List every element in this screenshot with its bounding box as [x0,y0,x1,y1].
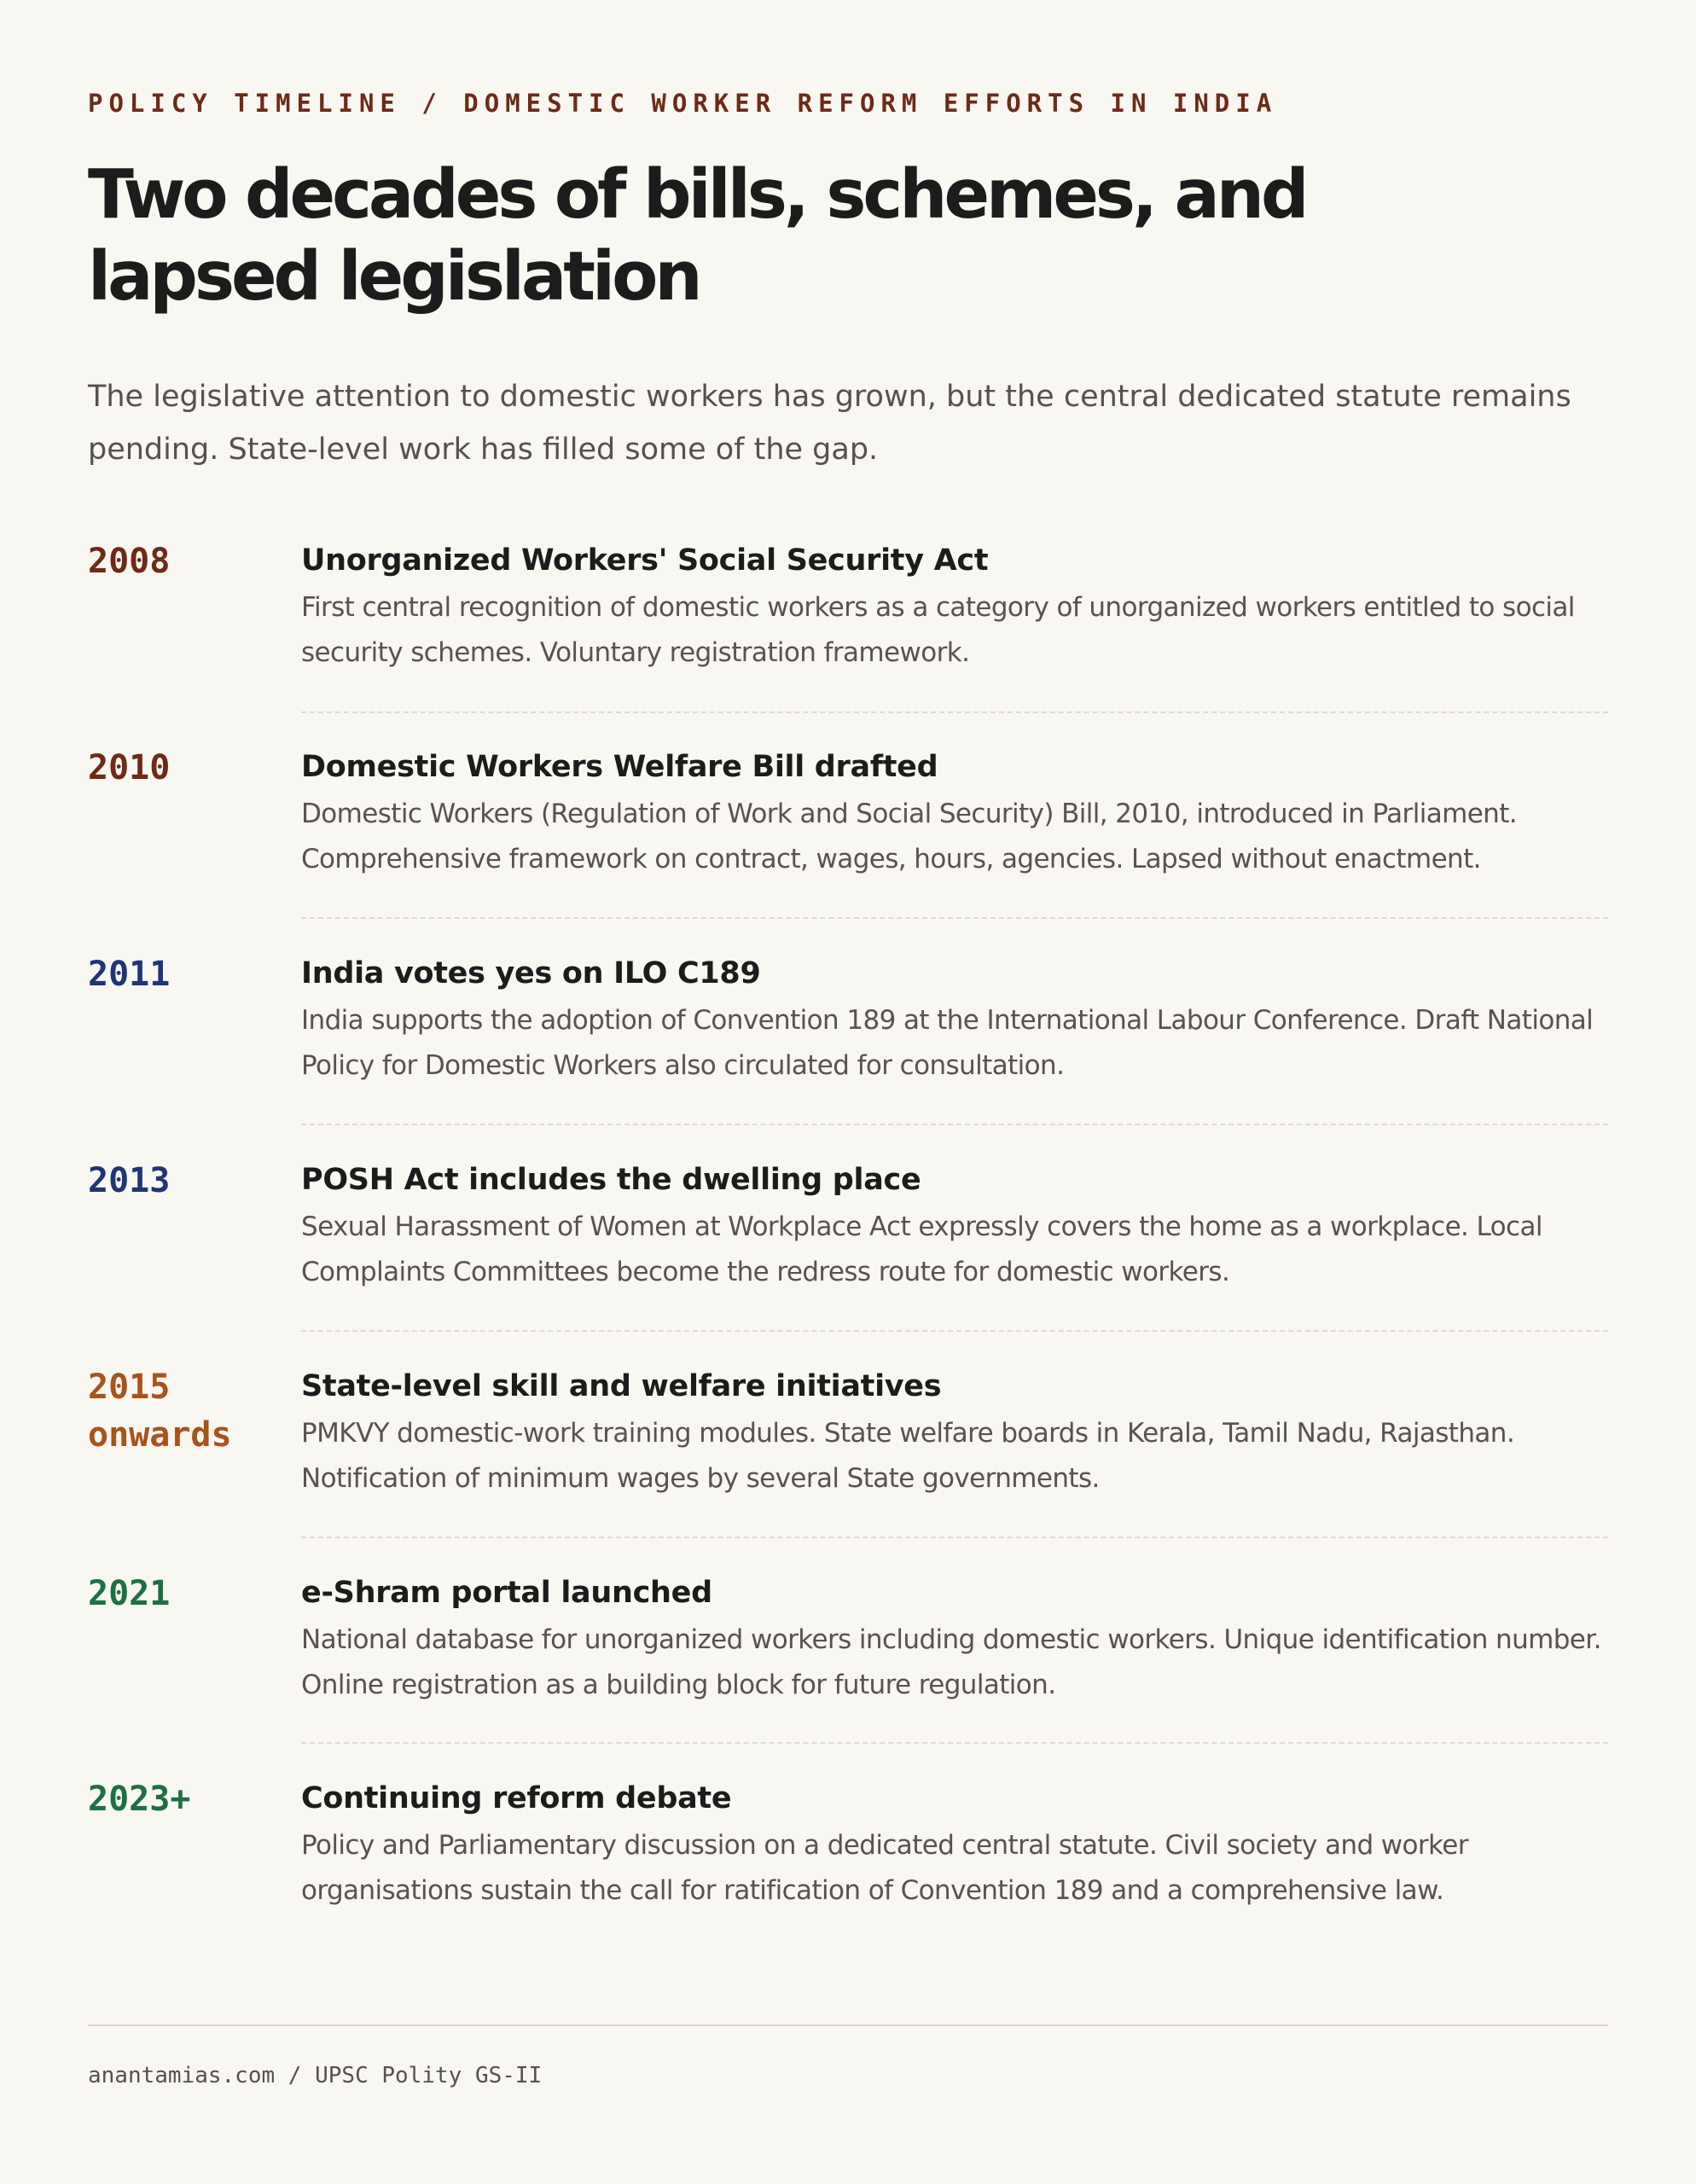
timeline-entry-title: e-Shram portal launched [301,1576,712,1610]
timeline-year: 2023+ [88,1780,191,1819]
timeline-entry-title: Domestic Workers Welfare Bill drafted [301,750,938,784]
timeline-divider [301,1536,1608,1538]
footer-divider [88,2024,1608,2026]
timeline-year: 2015 onwards [88,1368,232,1455]
timeline-year: 2021 [88,1574,171,1613]
timeline-divider [301,1124,1608,1125]
timeline-entry-title: Continuing reform debate [301,1781,732,1815]
timeline-divider [301,1742,1608,1744]
timeline-divider [301,917,1608,919]
timeline-divider [301,712,1608,713]
page-title: Two decades of bills, schemes, and lapsed legislation [88,155,1306,316]
timeline-divider [301,1330,1608,1332]
timeline-entry-description: First central recognition of domestic workers as a category of unorganized workers entitled to social security schemes. Voluntary registration framework. [301,592,1575,668]
timeline-entry-title: POSH Act includes the dwelling place [301,1163,921,1197]
intro-paragraph: The legislative attention to domestic workers has grown, but the central dedicated statute remains pending. State-level work has filled some of the gap. [88,380,1571,467]
timeline-year: 2013 [88,1161,171,1200]
timeline-year: 2011 [88,955,171,994]
timeline-year: 2008 [88,542,171,581]
timeline-entry-description: National database for unorganized workers including domestic workers. Unique identification number. Online registration as a building block for future regulation. [301,1624,1601,1700]
timeline-entry-title: Unorganized Workers' Social Security Act [301,543,989,578]
timeline-entry-title: India votes yes on ILO C189 [301,956,761,990]
timeline-entry-title: State-level skill and welfare initiatives [301,1369,942,1403]
timeline-entry-description: India supports the adoption of Convention 189 at the International Labour Conference. Draft National Policy for Domestic Workers also circulated for consultation. [301,1005,1594,1081]
eyebrow-label: POLICY TIMELINE / DOMESTIC WORKER REFORM EFFORTS IN INDIA [88,89,1278,118]
timeline-entry-description: Policy and Parliamentary discussion on a dedicated central statute. Civil society and worker organisations sustain the call for ratification of Convention 189 and a comprehensive law. [301,1830,1468,1906]
timeline-entry-description: Domestic Workers (Regulation of Work and Social Security) Bill, 2010, introduced in Parliament. Comprehensive framework on contract, wages, hours, agencies. Lapsed without enactment. [301,799,1518,874]
timeline-entry-description: Sexual Harassment of Women at Workplace Act expressly covers the home as a workplace. Local Complaints Committees become the redress route for domestic workers. [301,1211,1542,1287]
timeline-entry-description: PMKVY domestic-work training modules. State welfare boards in Kerala, Tamil Nadu, Rajasthan. Notification of minimum wages by several State governments. [301,1418,1515,1494]
timeline-year: 2010 [88,748,171,787]
footer-source: anantamias.com / UPSC Polity GS-II [88,2063,543,2088]
